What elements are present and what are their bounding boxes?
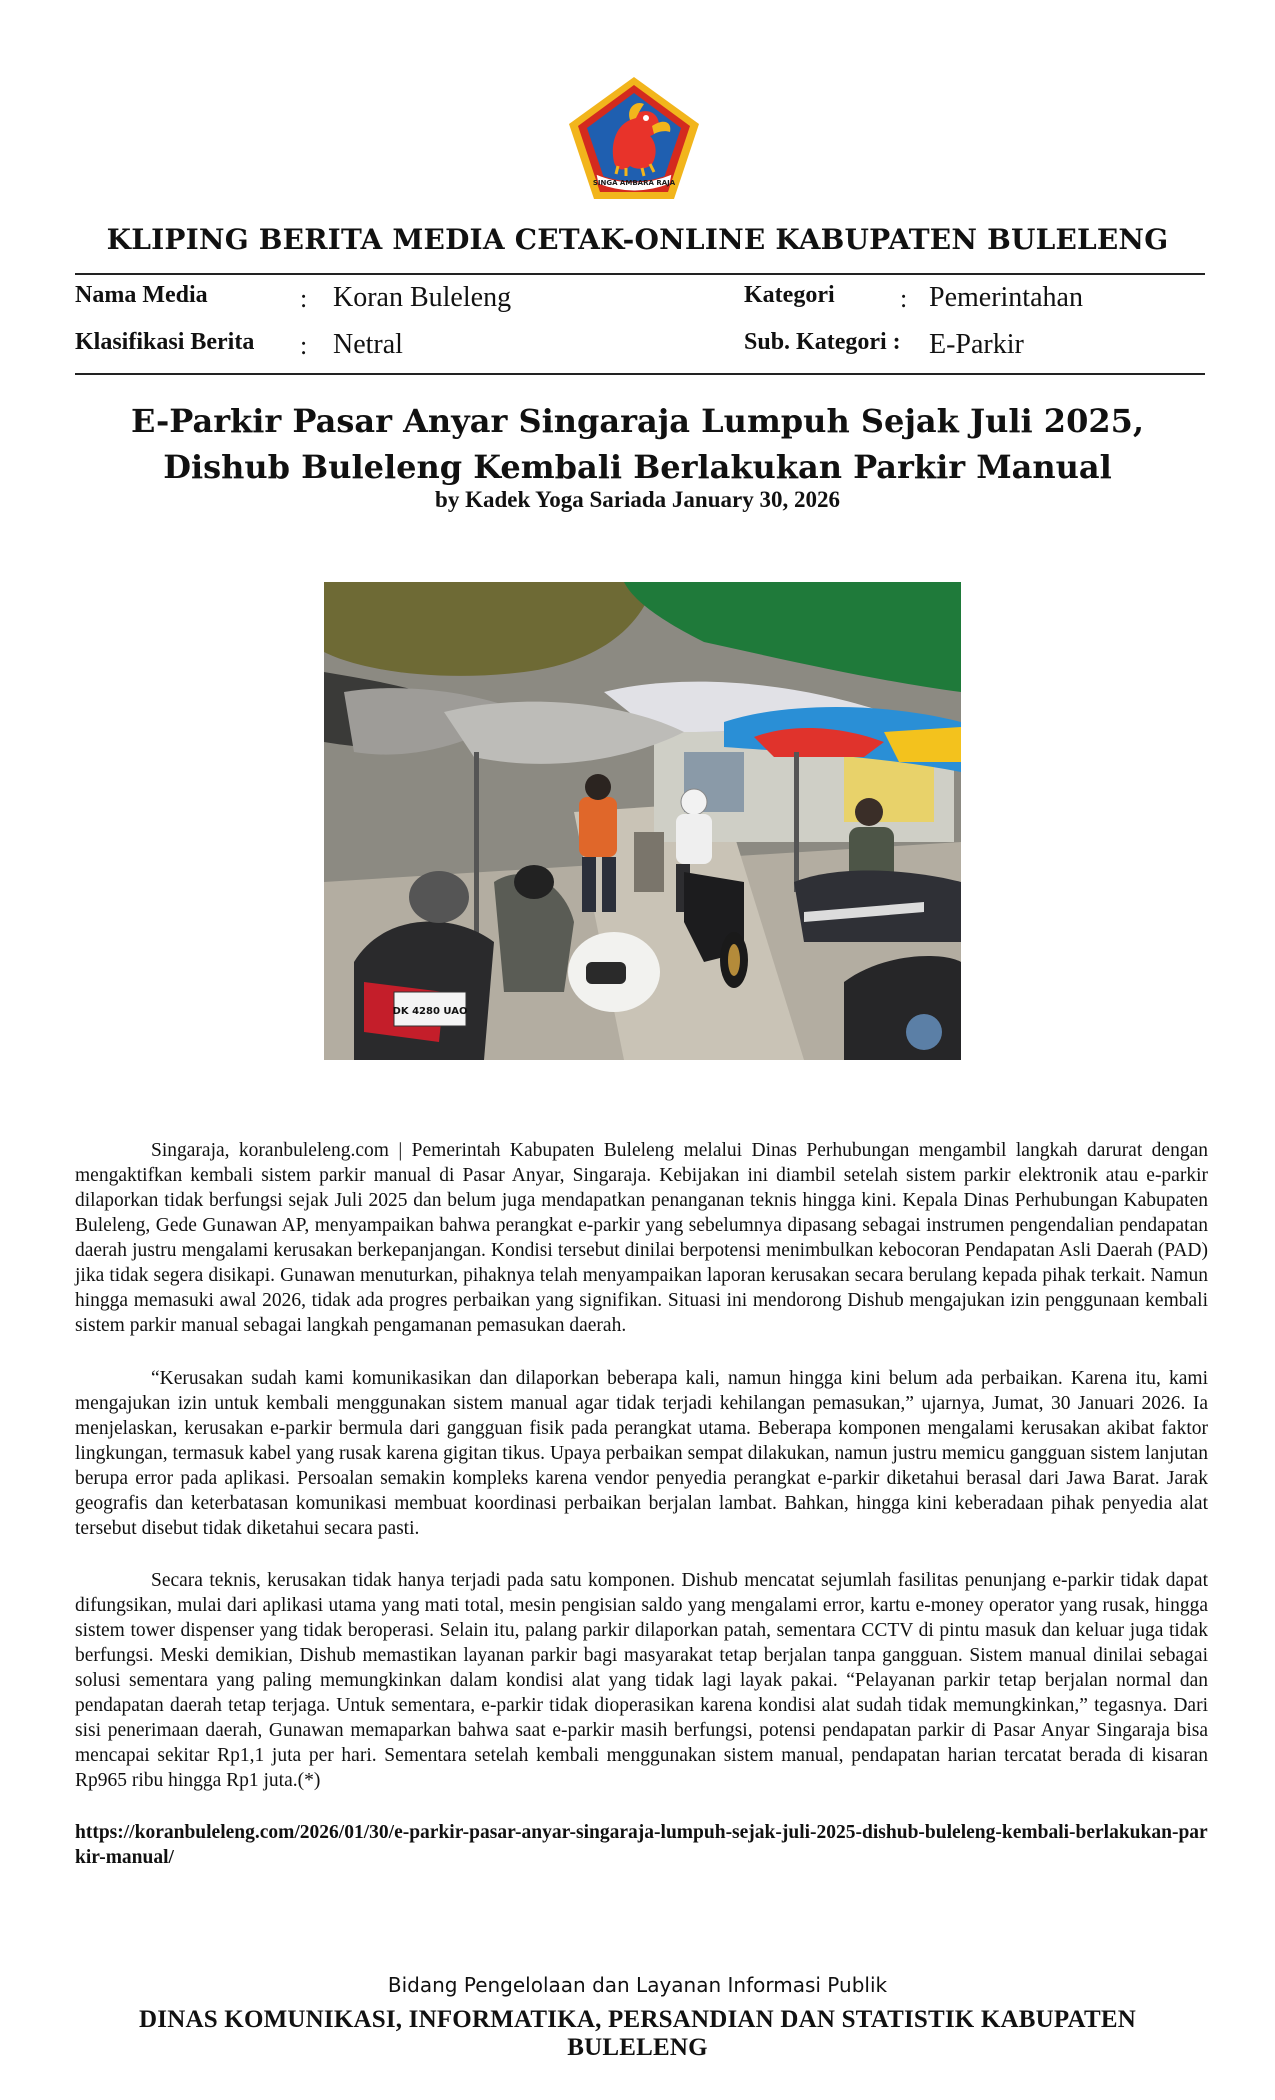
footer-agency: DINAS KOMUNIKASI, INFORMATIKA, PERSANDIAN DAN STATISTIK KABUPATEN BULELENG — [139, 2006, 1136, 2061]
footer-division: Bidang Pengelolaan dan Layanan Informasi Publik — [387, 1973, 888, 1997]
category-value: Pemerintahan — [929, 282, 1083, 313]
article-paragraph-3: Secara teknis, kerusakan tidak hanya terjadi pada satu komponen. Dishub mencatat sejumlah fasilitas penunjang e-parkir tidak dapat difungsikan, mulai dari aplikasi utama yang mati total, mesin pengisian saldo yang mengalami error, kartu e-money operator yang rusak, hingga sistem tower dispenser yang tidak beroperasi. Selain itu, palang parkir dilaporkan patah, sementara CCTV di pintu masuk dan keluar juga tidak berfungsi. Meski demikian, Dishub memastikan layanan parkir bagi masyarakat tetap berjalan tanpa gangguan. Sistem manual dinilai sebagai solusi sementara yang paling memungkinkan dalam kondisi alat yang tidak lagi layak pakai. “Pelayanan parkir tetap berjalan normal dan pendapatan daerah tetap terjaga. Untuk sementara, e-parkir tidak dioperasikan karena kondisi alat sudah tidak memungkinkan,” tegasnya. Dari sisi penerimaan daerah, Gunawan memaparkan bahwa saat e-parkir masih berfungsi, potensi pendapatan parkir di Pasar Anyar Singaraja bisa mencapai sekitar Rp1,1 juta per hari. Sementara setelah kembali menggunakan sistem manual, pendapatan harian tercatat berada di kisaran Rp965 ribu hingga Rp1 juta.(*) — [75, 1570, 1208, 1791]
media-label: Nama Media — [75, 282, 208, 308]
subcategory-label: Sub. Kategori : — [744, 329, 901, 355]
classification-label: Klasifikasi Berita — [75, 329, 255, 355]
headline-line-2: Dishub Buleleng Kembali Berlakukan Parkir Manual — [163, 448, 1112, 486]
article-byline: by Kadek Yoga Sariada January 30, 2026 — [435, 487, 840, 512]
article-paragraph-2: “Kerusakan sudah kami komunikasikan dan dilaporkan beberapa kali, namun hingga kini belum ada perbaikan. Karena itu, kami mengajukan izin untuk kembali menggunakan sistem manual agar tidak terjadi kehilangan pemasukan,” ujarnya, Jumat, 30 Januari 2026. Ia menjelaskan, kerusakan e-parkir bermula dari gangguan fisik pada perangkat utama. Beberapa komponen mengalami kerusakan akibat faktor lingkungan, termasuk kabel yang rusak karena gigitan tikus. Upaya perbaikan sempat dilakukan, namun justru memicu gangguan sistem lanjutan berupa error pada aplikasi. Persoalan semakin kompleks karena vendor penyedia perangkat e-parkir diketahui berasal dari Jawa Barat. Jarak geografis dan keterbatasan komunikasi membuat koordinasi perbaikan berjalan lambat. Bahkan, hingga kini keberadaan pihak penyedia alat tersebut disebut tidak diketahui secara pasti. — [75, 1368, 1208, 1539]
buleleng-regency-logo — [566, 74, 702, 202]
article-headline — [75, 398, 1200, 490]
article-photo — [324, 582, 961, 1060]
classification-value: Netral — [333, 329, 403, 360]
top-divider — [75, 273, 1205, 275]
category-label: Kategori — [744, 282, 835, 308]
article-source-link[interactable]: https://koranbuleleng.com/2026/01/30/e-parkir-pasar-anyar-singaraja-lumpuh-sejak-juli-2025-dishub-buleleng-kembali-berlakukan-parkir-manual/ — [75, 1822, 1208, 1868]
media-value: Koran Buleleng — [333, 282, 512, 313]
classification-colon: : — [300, 331, 308, 360]
article-paragraph-1: Singaraja, koranbuleleng.com | Pemerintah Kabupaten Buleleng melalui Dinas Perhubungan mengambil langkah darurat dengan mengaktifkan kembali sistem parkir manual di Pasar Anyar, Singaraja. Kebijakan ini diambil setelah sistem parkir elektronik atau e-parkir dilaporkan tidak berfungsi sejak Juli 2025 dan belum juga mendapatkan penanganan teknis hingga kini. Kepala Dinas Perhubungan Kabupaten Buleleng, Gede Gunawan AP, menyampaikan bahwa perangkat e-parkir yang sebelumnya dipasang sebagai instrumen pengendalian pendapatan daerah justru mengalami kerusakan berkepanjangan. Kondisi tersebut dinilai berpotensi menimbulkan kebocoran Pendapatan Asli Daerah (PAD) jika tidak segera disikapi. Gunawan menuturkan, pihaknya telah menyampaikan laporan kerusakan secara berulang kepada pihak terkait. Namun hingga memasuki awal 2026, tidak ada progres perbaikan yang signifikan. Situasi ini mendorong Dishub mengajukan izin penggunaan kembali sistem parkir manual sebagai langkah pengamanan pemasukan daerah. — [75, 1140, 1208, 1336]
photo-plate-text: DK 4280 UAO — [392, 1006, 468, 1017]
subcategory-value: E-Parkir — [929, 329, 1024, 360]
category-colon: : — [900, 284, 908, 313]
bottom-divider — [75, 373, 1205, 375]
headline-line-1: E-Parkir Pasar Anyar Singaraja Lumpuh Sejak Juli 2025, — [130, 402, 1144, 440]
media-colon: : — [300, 284, 308, 313]
logo-motto: SINGA AMBARA RAJA — [592, 179, 676, 187]
clipping-title: KLIPING BERITA MEDIA CETAK-ONLINE KABUPATEN BULELENG — [106, 223, 1169, 256]
